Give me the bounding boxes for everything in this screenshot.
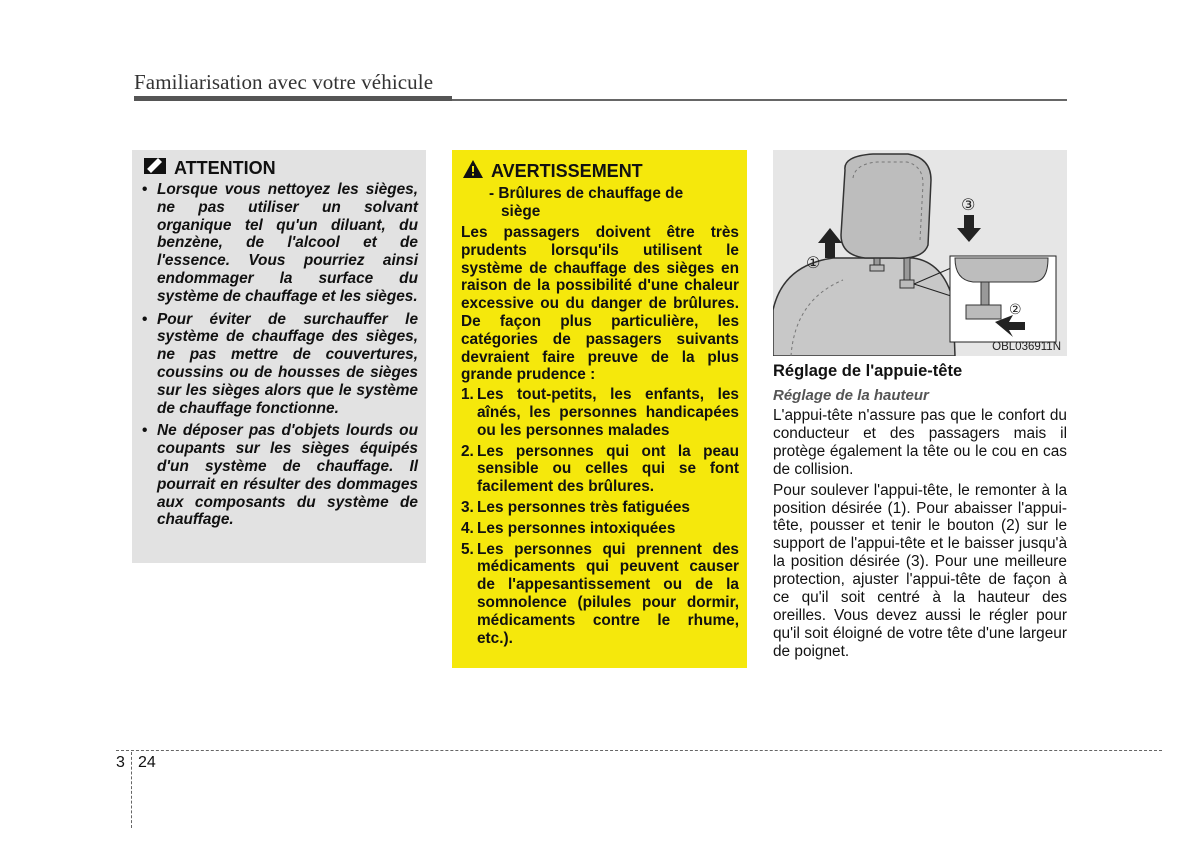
section-title: Réglage de l'appuie-tête	[773, 362, 963, 380]
warning-item-text: Les personnes intoxiquées	[477, 519, 676, 537]
warning-item-text: Les personnes qui prennent des médicaments qui peuvent causer de l'appesantissement ou de la somnolence (pilules pour dormir, médicaments contre le rhume, etc.).	[477, 540, 739, 647]
warning-item	[461, 499, 739, 517]
chapter-header: Familiarisation avec votre véhicule	[134, 70, 434, 94]
warning-item-text: Les personnes qui ont la peau sensible ou celles qui se font facilement des brûlures.	[477, 442, 739, 496]
warning-item	[461, 520, 739, 538]
headrest-illustration	[773, 150, 1067, 356]
attention-heading	[142, 158, 418, 179]
warning-item-number: 1.	[461, 386, 474, 404]
chapter-number: 3	[116, 754, 125, 771]
warning-heading	[463, 160, 739, 183]
warning-box	[452, 150, 747, 668]
label-1: ①	[806, 253, 821, 272]
warning-item-number: 2.	[461, 442, 474, 460]
warning-item-text: Les tout-petits, les enfants, les aînés, les personnes handicapées ou les personnes malades	[477, 386, 739, 439]
label-3: ③	[961, 195, 976, 214]
warning-item-text: Les personnes très fatiguées	[477, 498, 690, 516]
attention-box	[132, 150, 426, 563]
warning-triangle-icon	[463, 160, 483, 183]
header-rule-thin	[452, 99, 1067, 101]
page-number: 24	[138, 754, 156, 771]
attention-item: • Pour éviter de surchauffer le système de chauffage des sièges, ne pas mettre de couvertures, coussins ou de housses de sièges sur les sièges alors que le système de chauffage fonctionne.	[142, 311, 418, 418]
attention-item: • Ne déposer pas d'objets lourds ou coupants sur les sièges équipés d'un système de chauffage. Il pourrait en résulter des dommages aux composants du système de chauffage.	[142, 422, 418, 529]
section-paragraph: Pour soulever l'appui-tête, le remonter à la position désirée (1). Pour abaisser l'appui-tête, pousser et tenir le bouton (2) sur le support de l'appui-tête et le baisser jusqu'à la position désirée (3). Pour une meilleure protection, ajuster l'appui-tête de façon à ce qu'il soit centré à la hauteur des oreilles. Vous devez aussi le régler pour qu'il soit éloigné de votre tête d'une largeur de poignet.	[773, 481, 1067, 660]
warning-intro: Les passagers doivent être très prudents lorsqu'ils utilisent le système de chauffage des sièges en raison de la possibilité d'une chaleur excessive ou du danger de brûlures. De façon plus particulière, les catégories de passagers suivants devraient faire preuve de la plus grande prudence :	[461, 224, 739, 384]
warning-item	[461, 386, 739, 439]
warning-subtitle-cont: siège	[501, 203, 541, 220]
warning-item-number: 5.	[461, 540, 474, 558]
label-2: ②	[1009, 302, 1022, 318]
warning-title: AVERTISSEMENT	[491, 161, 643, 181]
warning-subtitle: - Brûlures de chauffage de	[489, 185, 684, 202]
warning-list	[461, 386, 739, 647]
attention-list	[142, 181, 418, 529]
headrest-figure	[773, 150, 1067, 356]
pencil-warning-icon	[144, 158, 166, 179]
attention-item: • Lorsque vous nettoyez les sièges, ne pas utiliser un solvant organique tel qu'un diluant, du benzène, de l'alcool et de l'essence. Vous pourriez ainsi endommager la surface du système de chauffage et les sièges.	[142, 181, 418, 306]
section-subtitle: Réglage de la hauteur	[773, 387, 929, 404]
footer-vertical-divider	[131, 752, 132, 828]
warning-item	[461, 443, 739, 496]
warning-item	[461, 541, 739, 648]
header-rule-thick	[134, 96, 452, 101]
section-body	[773, 407, 1067, 664]
warning-item-number: 4.	[461, 519, 474, 537]
warning-item-number: 3.	[461, 498, 474, 516]
attention-title: ATTENTION	[174, 158, 276, 178]
section-paragraph: L'appui-tête n'assure pas que le confort du conducteur et des passagers mais il protège également la tête ou le cou en cas de collision.	[773, 407, 1067, 478]
footer-divider	[116, 750, 1162, 751]
figure-caption: OBL036911N	[992, 341, 1061, 353]
